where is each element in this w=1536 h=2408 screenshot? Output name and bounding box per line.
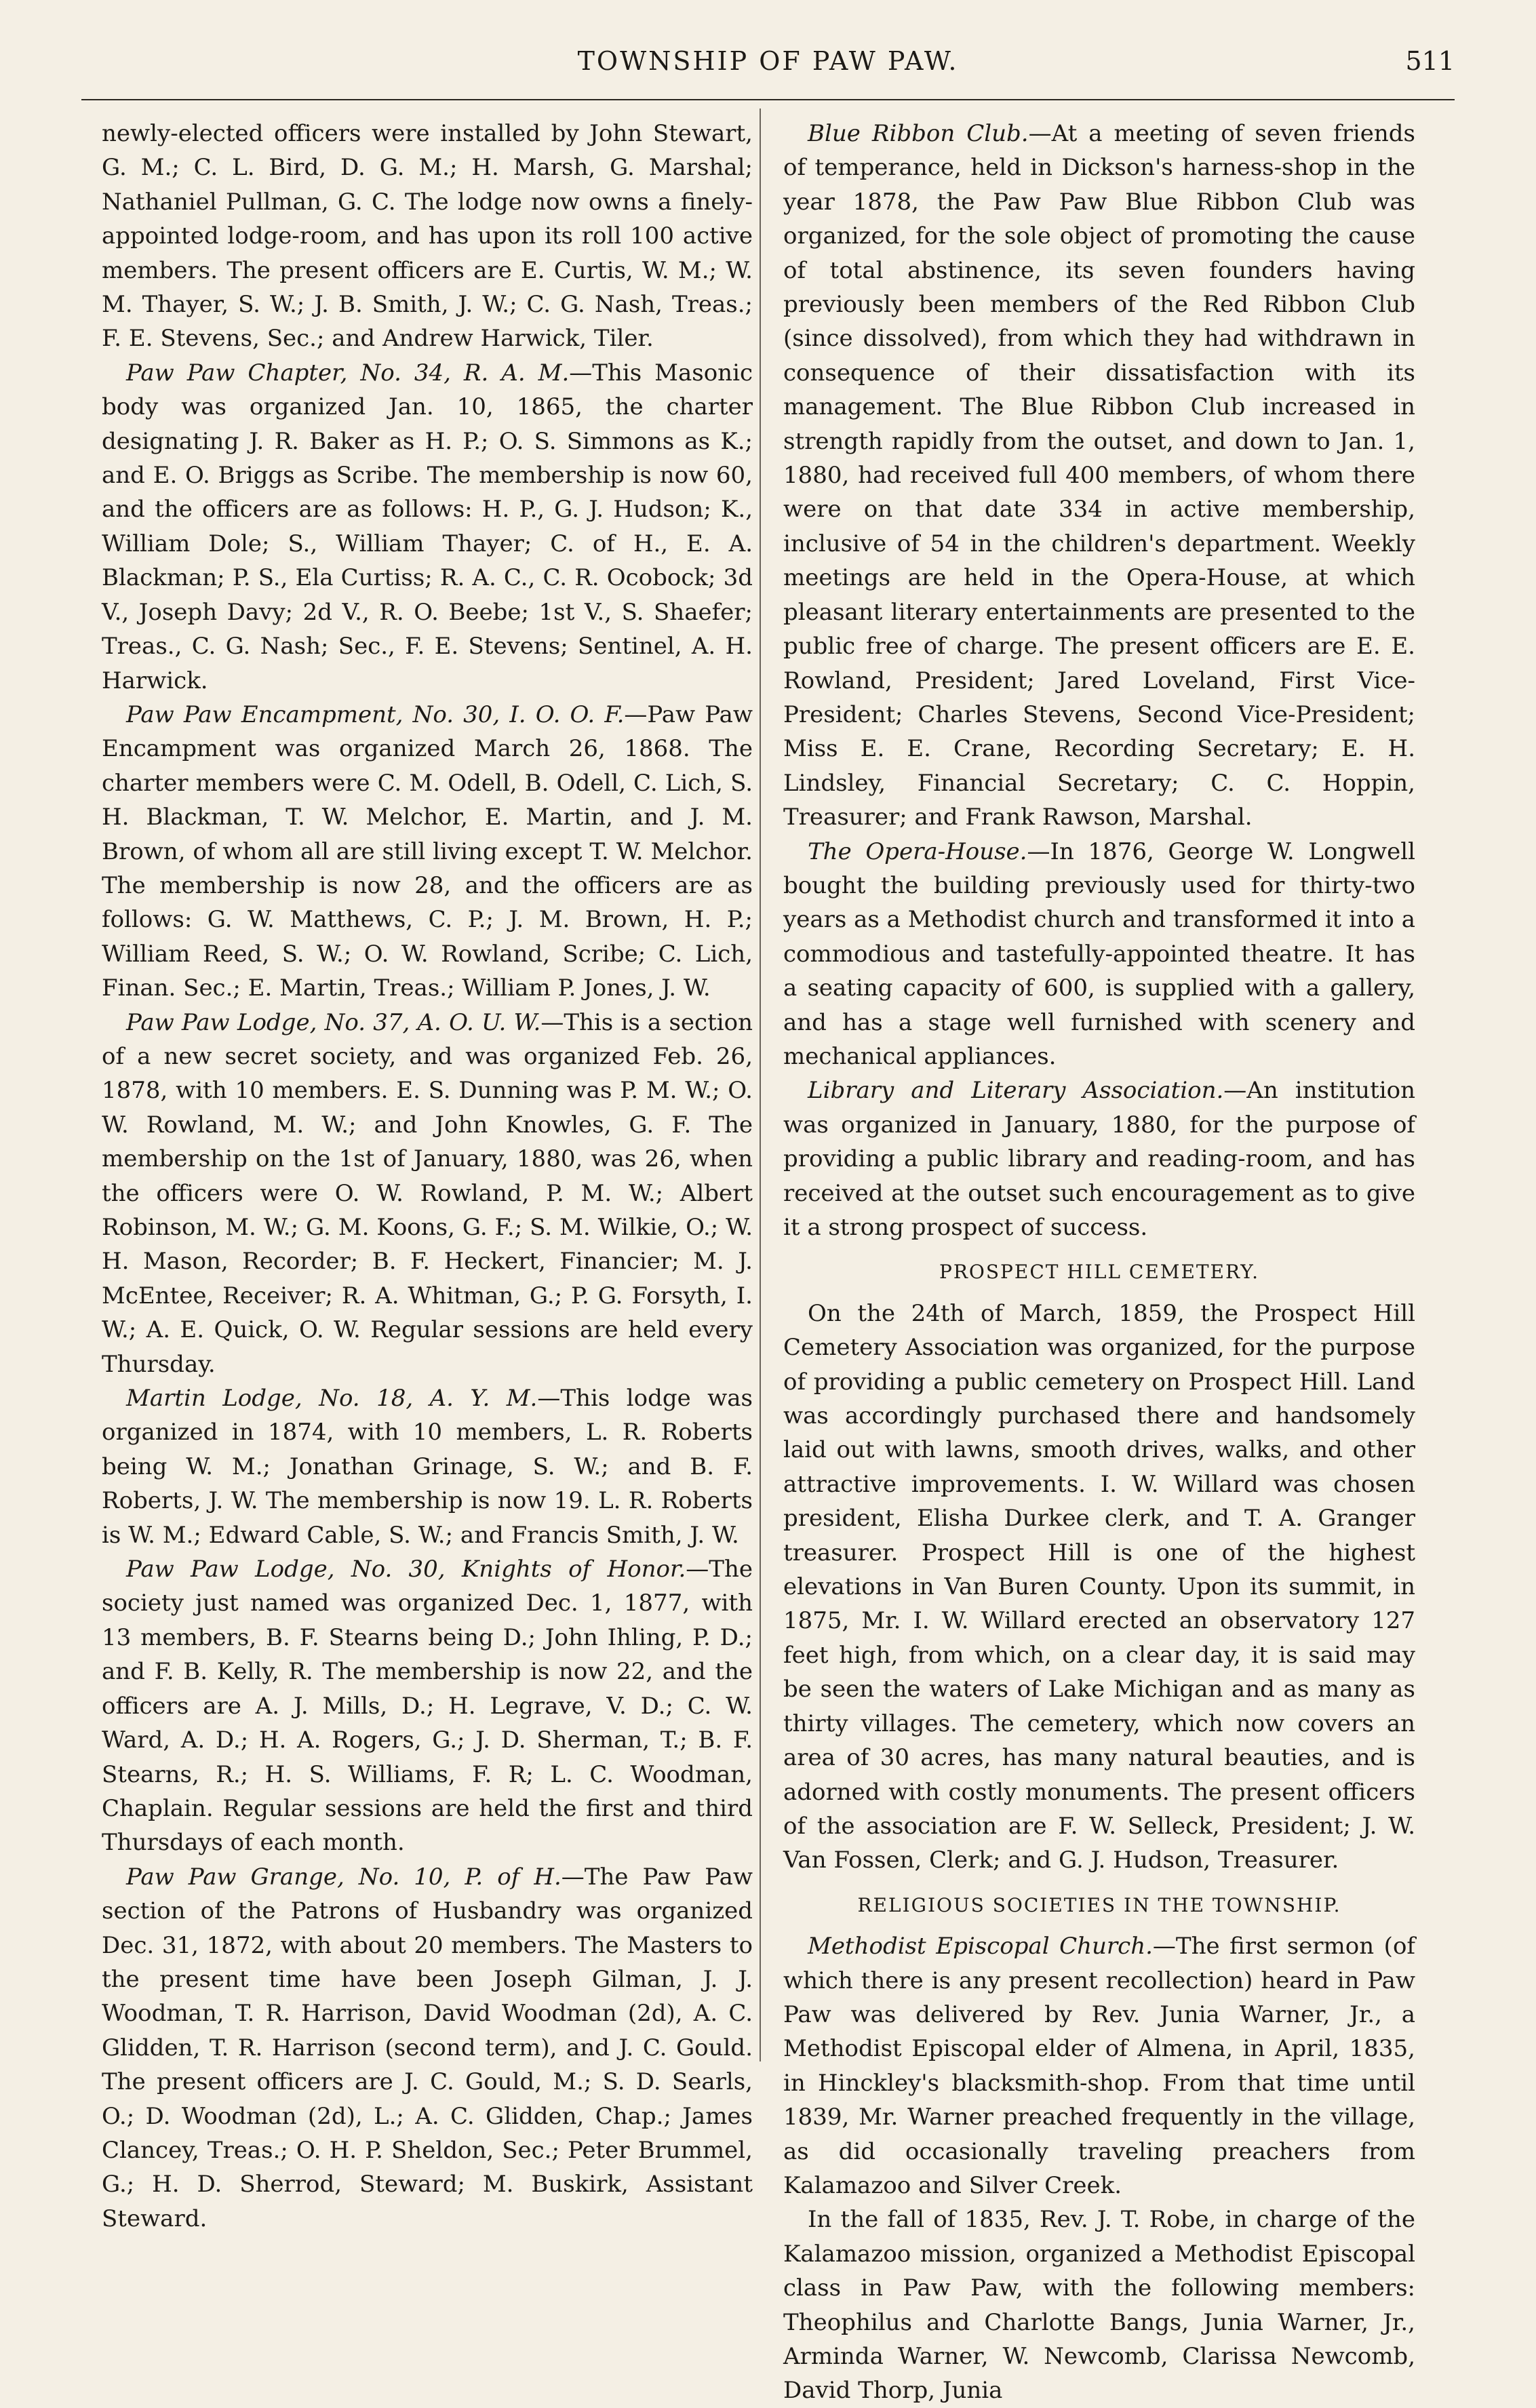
paragraph-text: —The first sermon (of which there is any present recollection) heard in Paw Paw was delivered by Rev. Junia Warner, Jr., a Methodist Episcopal elder of Almena, in April, 1835, in Hinckley's blacksmith-shop. From that time until 1839, Mr. Warner preached frequently in the village, as did occasionally traveling preachers from Kalamazoo and Silver Creek. xyxy=(783,1933,1415,2199)
paragraph-title: Paw Paw Lodge, No. 37, A. O. U. W. xyxy=(126,1008,541,1036)
paragraph xyxy=(102,1381,753,1552)
paragraph-title: Paw Paw Lodge, No. 30, Knights of Honor. xyxy=(126,1556,686,1583)
paragraph-text: —This lodge was organized in 1874, with 10 members, L. R. Roberts being W. M.; Jonathan Grinage, S. W.; and B. F. Roberts, J. W. The membership is now 19. L. R. Roberts is W. M.; Edward Cable, S. W.; and Francis Smith, J. W. xyxy=(102,1385,753,1549)
paragraph-text: —An institution was organized in January, 1880, for the purpose of providing a public library and reading-room, and has received at the outset such encouragement as to give it a strong prospect of success. xyxy=(783,1077,1415,1241)
paragraph: On the 24th of March, 1859, the Prospect Hill Cemetery Association was organized, for the purpose of providing a public cemetery on Prospect Hill. Land was accordingly purchased there and handsomely laid out with lawns, smooth drives, walks, and other attractive improvements. I. W. Willard was chosen president, Elisha Durkee clerk, and T. A. Granger treasurer. Prospect Hill is one of the highest elevations in Van Buren County. Upon its summit, in 1875, Mr. I. W. Willard erected an observatory 127 feet high, from which, on a clear day, it is said may be seen the waters of Lake Michigan and as many as thirty villages. The cemetery, which now covers an area of 30 acres, has many natural beauties, and is adorned with costly monuments. The present officers of the association are F. W. Selleck, President; J. W. Van Fossen, Clerk; and G. J. Hudson, Treasurer. xyxy=(783,1299,1415,1874)
paragraph xyxy=(102,356,753,698)
paragraph-text: —In 1876, George W. Longwell bought the building previously used for thirty-two years as a Methodist church and transformed it into a commodious and tastefully-appointed theatre. It has a seating capacity of 600, is supplied with a gallery, and has a stage well furnished with scenery and mechanical appliances. xyxy=(783,837,1415,1070)
paragraph-title: Paw Paw Chapter, No. 34, R. A. M. xyxy=(126,359,570,387)
header-rule xyxy=(81,99,1455,100)
paragraph xyxy=(102,698,753,1006)
page-number: 511 xyxy=(1405,46,1455,76)
paragraph-title: Martin Lodge, No. 18, A. Y. M. xyxy=(126,1385,538,1413)
section-heading: RELIGIOUS SOCIETIES IN THE TOWNSHIP. xyxy=(857,1893,1341,1916)
paragraph-text: —Paw Paw Encampment was organized March 26, 1868. The charter members were C. M. Odell, B. Odell, C. Lich, S. H. Blackman, T. W. Melchor, E. Martin, and J. M. Brown, of whom all are still living except T. W. Melchor. The membership is now 28, and the officers are as follows: G. W. Matthews, C. P.; J. M. Brown, H. P.; William Reed, S. W.; O. W. Rowland, Scribe; C. Lich, Finan. Sec.; E. Martin, Treas.; William P. Jones, J. W. xyxy=(102,700,753,1002)
paragraph xyxy=(783,1929,1415,2203)
paragraph-title: Paw Paw Grange, No. 10, P. of H. xyxy=(126,1863,562,1891)
paragraph-title: Methodist Episcopal Church. xyxy=(808,1933,1153,1960)
paragraph-text: —The society just named was organized Dec. 1, 1877, with 13 members, B. F. Stearns being D.; John Ihling, P. D.; and F. B. Kelly, R. The membership is now 22, and the officers are A. J. Mills, D.; H. Legrave, V. D.; C. W. Ward, A. D.; H. A. Rogers, G.; J. D. Sherman, T.; B. F. Stearns, R.; H. S. Williams, F. R; L. C. Woodman, Chaplain. Regular sessions are held the first and third Thursdays of each month. xyxy=(102,1556,753,1857)
paragraph xyxy=(783,117,1415,835)
paragraph-text: —At a meeting of seven friends of temperance, held in Dickson's harness-shop in the year 1878, the Paw Paw Blue Ribbon Club was organized, for the sole object of promoting the cause of total abstinence, its seven founders having previously been members of the Red Ribbon Club (since dissolved), from which they had withdrawn in consequence of their dissatisfaction with its management. The Blue Ribbon Club increased in strength rapidly from the outset, and down to Jan. 1, 1880, had received full 400 members, of whom there were on that date 334 in active membership, inclusive of 54 in the children's department. Weekly meetings are held in the Opera-House, at which pleasant literary entertainments are presented to the public free of charge. The present officers are E. E. Rowland, President; Jared Loveland, First Vice-President; Charles Stevens, Second Vice-President; Miss E. E. Crane, Recording Secretary; E. H. Lindsley, Financial Secretary; C. C. Hoppin, Treasurer; and Frank Rawson, Marshal. xyxy=(783,120,1415,831)
paragraph-text: —The Paw Paw section of the Patrons of Husbandry was organized Dec. 31, 1872, with about 20 members. The Masters to the present time have been Joseph Gilman, J. J. Woodman, T. R. Harrison, David Woodman (2d), A. C. Glidden, T. R. Harrison (second term), and J. C. Gould. The present officers are J. C. Gould, M.; S. D. Searls, O.; D. Woodman (2d), L.; A. C. Glidden, Chap.; James Clancey, Treas.; O. H. P. Sheldon, Sec.; Peter Brummel, G.; H. D. Sherrod, Steward; M. Buskirk, Assistant Steward. xyxy=(102,1863,753,2232)
paragraph-title: Library and Literary Association. xyxy=(808,1077,1224,1105)
paragraph xyxy=(102,1860,753,2236)
paragraph-title: Blue Ribbon Club. xyxy=(808,120,1029,147)
left-column xyxy=(102,117,753,2236)
paragraph xyxy=(102,1552,753,1860)
paragraph-text: —This Masonic body was organized Jan. 10, 1865, the charter designating J. R. Baker as H. P.; O. S. Simmons as K.; and E. O. Briggs as Scribe. The membership is now 60, and the officers are as follows: H. P., G. J. Hudson; K., William Dole; S., William Thayer; C. of H., E. A. Blackman; P. S., Ela Curtiss; R. A. C., C. R. Ocobock; 3d V., Joseph Davy; 2d V., R. O. Beebe; 1st V., S. Shaefer; Treas., C. G. Nash; Sec., F. E. Stevens; Sentinel, A. H. Harwick. xyxy=(102,359,753,694)
paragraph-title: The Opera-House. xyxy=(808,837,1027,865)
right-column xyxy=(783,117,1415,2408)
column-divider xyxy=(760,108,761,2061)
paragraph-text: —This is a section of a new secret society, and was organized Feb. 26, 1878, with 10 members. E. S. Dunning was P. M. W.; O. W. Rowland, M. W.; and John Knowles, G. F. The membership on the 1st of January, 1880, was 26, when the officers were O. W. Rowland, P. M. W.; Albert Robinson, M. W.; G. M. Koons, G. F.; S. M. Wilkie, O.; W. H. Mason, Recorder; B. F. Heckert, Financier; M. J. McEntee, Receiver; R. A. Whitman, G.; P. G. Forsyth, I. W.; A. E. Quick, O. W. Regular sessions are held every Thursday. xyxy=(102,1008,753,1378)
section-heading: PROSPECT HILL CEMETERY. xyxy=(939,1261,1259,1284)
paragraph xyxy=(783,835,1415,1074)
paragraph xyxy=(102,1006,753,1381)
paragraph xyxy=(783,1073,1415,1244)
paragraph-title: Paw Paw Encampment, No. 30, I. O. O. F. xyxy=(126,700,625,728)
running-title: TOWNSHIP OF PAW PAW. xyxy=(577,46,959,76)
paragraph: In the fall of 1835, Rev. J. T. Robe, in charge of the Kalamazoo mission, organized a Methodist Episcopal class in Paw Paw, with the following members: Theophilus and Charlotte Bangs, Junia Warner, Jr., Arminda Warner, W. Newcomb, Clarissa Newcomb, David Thorp, Junia xyxy=(783,2206,1415,2405)
paragraph: newly-elected officers were installed by John Stewart, G. M.; C. L. Bird, D. G. M.; H. Marsh, G. Marshal; Nathaniel Pullman, G. C. The lodge now owns a finely-appointed lodge-room, and has upon its roll 100 active members. The present officers are E. Curtis, W. M.; W. M. Thayer, S. W.; J. B. Smith, J. W.; C. G. Nash, Treas.; F. E. Stevens, Sec.; and Andrew Harwick, Tiler. xyxy=(102,120,753,353)
page-header xyxy=(81,41,1455,95)
